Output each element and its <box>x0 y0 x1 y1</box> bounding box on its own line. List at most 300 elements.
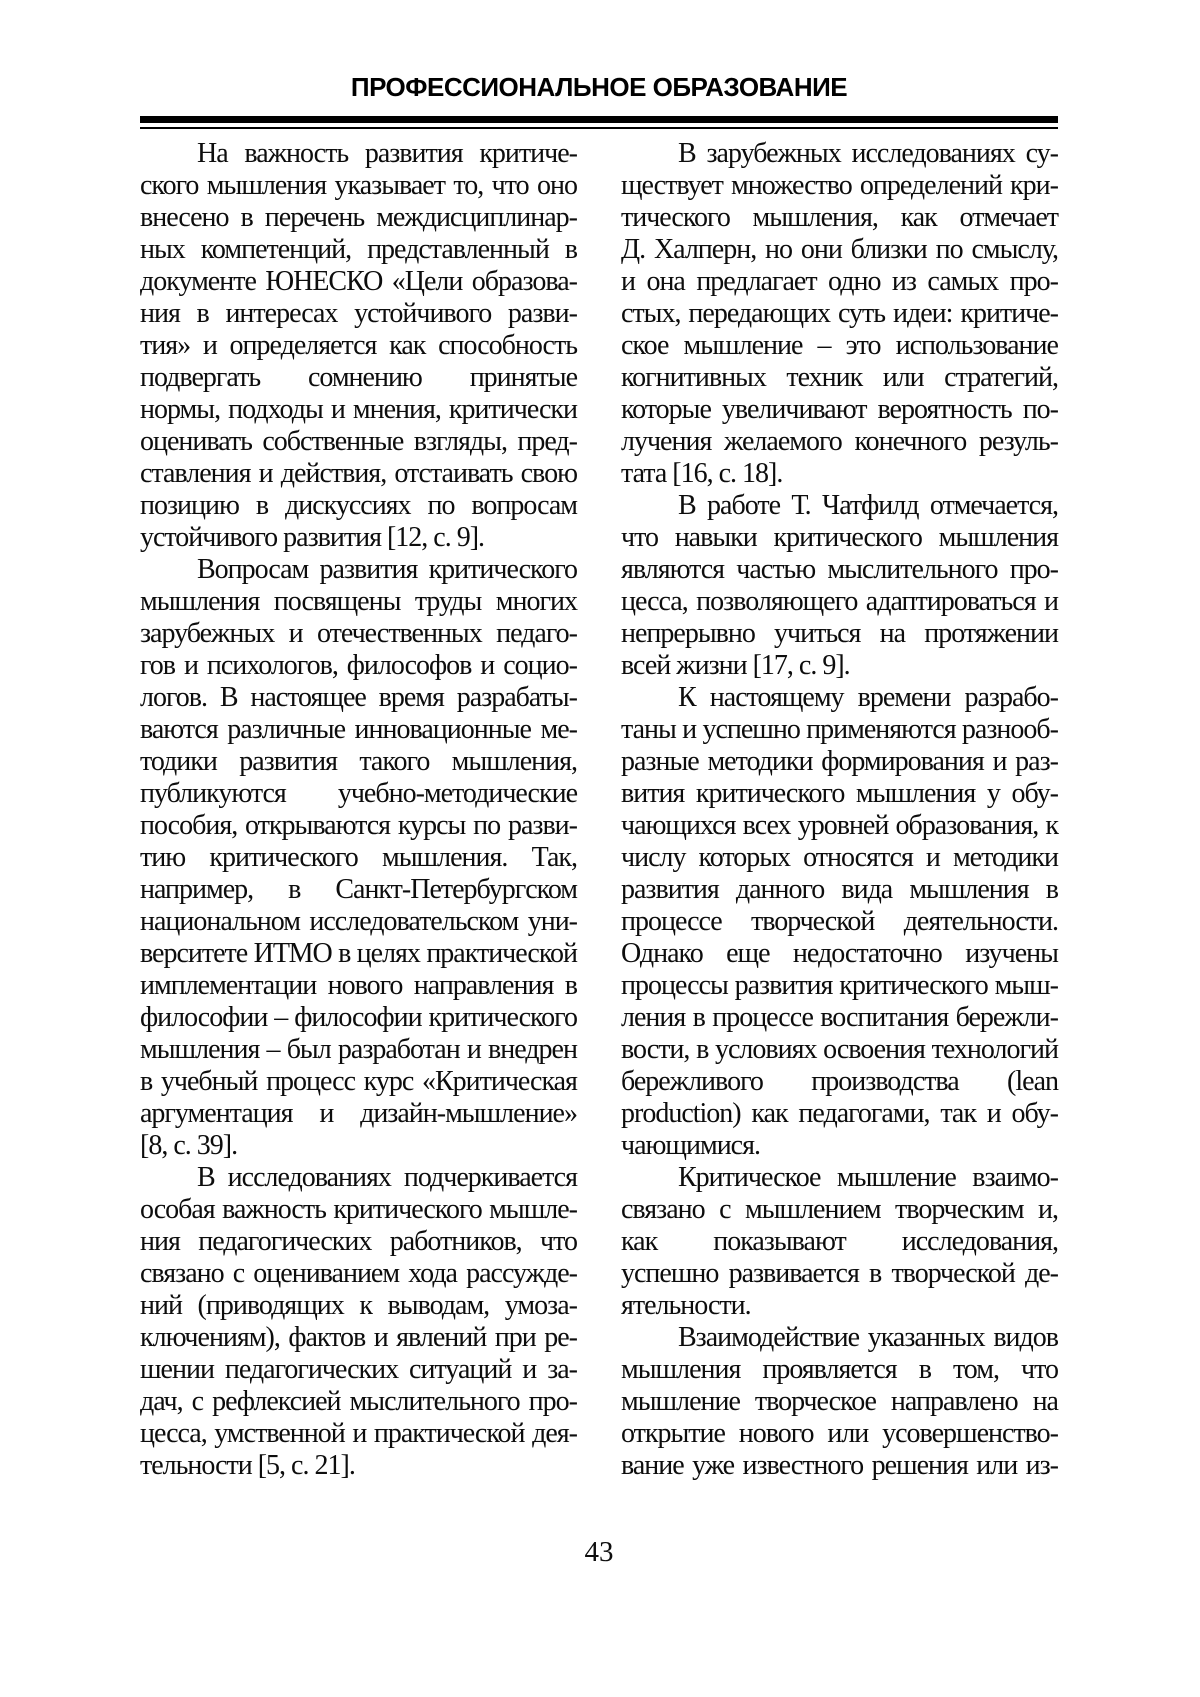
text-line <box>140 1162 577 1194</box>
paragraph <box>621 490 1058 682</box>
word: передающих <box>688 298 831 329</box>
text-line <box>140 970 577 1002</box>
word: про- <box>1009 266 1058 297</box>
word: технологий <box>931 1034 1058 1065</box>
word: курс <box>363 1066 414 1097</box>
word: изучены <box>965 938 1058 969</box>
text-line <box>621 842 1058 874</box>
word: Однако <box>621 938 703 969</box>
word: развития <box>734 970 833 1001</box>
left-column <box>140 138 577 1482</box>
word: Вопросам <box>197 554 309 585</box>
word: сомнению <box>307 362 422 393</box>
word: связано <box>140 1258 224 1289</box>
word: предлагает <box>696 266 817 297</box>
word: проявляется <box>762 1354 897 1385</box>
text-line <box>140 202 577 234</box>
word: развития <box>319 554 418 585</box>
word: ставления <box>140 458 251 489</box>
word: желаемого <box>724 426 842 457</box>
right-column <box>621 138 1058 1482</box>
word: в <box>692 1002 705 1033</box>
word: многих <box>495 586 577 617</box>
word: вида <box>841 874 893 905</box>
word: мышления <box>140 586 260 617</box>
word: зарубежных <box>140 618 275 649</box>
word: мышление <box>621 1386 740 1417</box>
word: стых, <box>621 298 681 329</box>
word: навыки <box>674 522 757 553</box>
word: недостаточно <box>792 938 942 969</box>
word: всех <box>742 810 791 841</box>
word: и <box>621 266 635 297</box>
text-line <box>140 426 577 458</box>
word: отстаивать <box>394 458 513 489</box>
word: решения <box>871 1450 968 1481</box>
word: критического <box>695 778 845 809</box>
word: На <box>197 138 228 169</box>
word: и <box>319 1098 334 1129</box>
word: в <box>255 490 269 521</box>
word: мышления <box>140 1034 260 1065</box>
word: устойчивого <box>354 298 492 329</box>
word: так <box>940 1098 976 1129</box>
word: мышление <box>683 330 803 361</box>
word: де- <box>1024 1258 1058 1289</box>
text-line <box>621 938 1058 970</box>
word: «Критическая <box>421 1066 577 1097</box>
text-line <box>140 1194 577 1226</box>
word: методики <box>707 746 813 777</box>
word: что <box>491 170 529 201</box>
text-line <box>621 682 1058 714</box>
text-line <box>140 1066 577 1098</box>
text-line <box>140 906 577 938</box>
text-line <box>621 330 1058 362</box>
word: критического <box>209 842 358 873</box>
word: и <box>258 458 273 489</box>
word: и <box>352 1418 367 1449</box>
text-line <box>140 266 577 298</box>
word: критического <box>333 1194 482 1225</box>
word: способность <box>438 330 577 361</box>
word: по <box>935 234 963 265</box>
paragraph <box>140 1162 577 1482</box>
word: мышления. <box>382 842 508 873</box>
word: ваются <box>140 714 218 745</box>
text-line <box>621 522 1058 554</box>
word: критиче- <box>479 138 577 169</box>
word: мышлением <box>744 1194 881 1225</box>
paragraph <box>140 138 577 554</box>
word: умственной <box>214 1418 345 1449</box>
word: мышления, <box>451 746 577 777</box>
word: и <box>480 650 495 681</box>
text-line <box>621 1226 1058 1258</box>
text-line: [8, с. 39]. <box>140 1130 238 1161</box>
word: взаимо- <box>972 1162 1058 1193</box>
word: критиче- <box>960 298 1058 329</box>
word: творческой <box>751 906 875 937</box>
word: учебный <box>160 1066 258 1097</box>
word: ния <box>140 298 180 329</box>
word: интересах <box>225 298 338 329</box>
word: в <box>240 202 253 233</box>
text-line <box>621 1450 1058 1482</box>
text-line <box>140 938 577 970</box>
word: числу <box>621 842 686 873</box>
word: данного <box>735 874 825 905</box>
word: непрерывно <box>621 618 755 649</box>
word: критически <box>448 394 577 425</box>
text-line: устойчивого развития [12, с. 9]. <box>140 522 485 553</box>
word: направления <box>413 970 554 1001</box>
text-line <box>140 618 577 650</box>
word: ре- <box>544 1322 577 1353</box>
word: развития <box>239 746 338 777</box>
word: такого <box>359 746 430 777</box>
word: мышления <box>938 522 1058 553</box>
word: дея- <box>532 1418 577 1449</box>
word: разви- <box>507 298 577 329</box>
word: инновационные <box>354 714 531 745</box>
word: настоящему <box>709 682 844 713</box>
word: нового <box>738 1418 814 1449</box>
paragraph <box>621 138 1058 490</box>
word: хода <box>408 1258 457 1289</box>
word: оно <box>536 170 577 201</box>
text-line: всей жизни [17, с. 9]. <box>621 650 850 681</box>
word: тического <box>621 202 730 233</box>
word: критического <box>428 554 577 585</box>
word: частью <box>736 554 816 585</box>
word: она <box>646 266 685 297</box>
word: что <box>621 522 658 553</box>
word: имплементации <box>140 970 317 1001</box>
text-line <box>140 586 577 618</box>
word: ского <box>140 170 199 201</box>
paragraph <box>621 1322 1058 1482</box>
word: конечного <box>854 426 967 457</box>
word: вание <box>621 1450 684 1481</box>
word: ЮНЕСКО <box>265 266 383 297</box>
text-line <box>621 1194 1058 1226</box>
word: представленный <box>367 234 549 265</box>
word: явлений <box>396 1322 487 1353</box>
word: применяются <box>806 714 956 745</box>
text-line <box>621 1002 1058 1034</box>
word: резуль- <box>978 426 1058 457</box>
word: (lean <box>1007 1066 1058 1097</box>
word: использование <box>895 330 1058 361</box>
word: и <box>925 842 940 873</box>
word: социо- <box>503 650 577 681</box>
word: том, <box>952 1354 999 1385</box>
word: пособия, <box>140 810 238 841</box>
word: мыслительного <box>349 1386 520 1417</box>
word: – <box>266 1034 280 1065</box>
word: учиться <box>774 618 861 649</box>
word: взгляды, <box>413 426 507 457</box>
word: В <box>678 490 696 521</box>
word: которых <box>698 842 791 873</box>
word: педаго- <box>496 618 577 649</box>
word: В <box>219 682 238 713</box>
word: к <box>359 1290 372 1321</box>
word: философии <box>140 1002 268 1033</box>
word: педагогами, <box>798 1098 930 1129</box>
word: известного <box>742 1450 864 1481</box>
paragraph <box>140 554 577 1162</box>
word: фактов <box>288 1322 366 1353</box>
word: мнения, <box>352 394 441 425</box>
word: свою <box>520 458 577 489</box>
word: мышления <box>909 874 1029 905</box>
word: процесс <box>266 1066 356 1097</box>
word: внесено <box>140 202 229 233</box>
text-line <box>140 1258 577 1290</box>
word: уровней <box>797 810 889 841</box>
word: дискуссиях <box>284 490 411 521</box>
word: в <box>338 938 351 969</box>
word: в <box>564 234 577 265</box>
word: и <box>1044 586 1058 617</box>
paragraph <box>621 682 1058 1162</box>
word: по- <box>1022 394 1058 425</box>
text-line <box>140 362 577 394</box>
word: открываются <box>245 810 391 841</box>
word: смыслу, <box>971 234 1058 265</box>
text-line <box>621 266 1058 298</box>
word: ления <box>621 1002 686 1033</box>
text-line <box>621 490 1058 522</box>
word: ключениям), <box>140 1322 280 1353</box>
word: выводам, <box>387 1290 490 1321</box>
word: Халперн, <box>653 234 757 265</box>
word: из <box>891 266 916 297</box>
word: и <box>330 394 345 425</box>
text-columns <box>140 138 1058 1482</box>
word: принятые <box>469 362 577 393</box>
text-line <box>621 298 1058 330</box>
word: «Цели <box>391 266 463 297</box>
text-line <box>140 234 577 266</box>
text-line <box>140 1226 577 1258</box>
word: и <box>986 1098 1001 1129</box>
word: рассужде- <box>466 1258 577 1289</box>
text-line <box>621 714 1058 746</box>
word: и <box>288 618 303 649</box>
word: разрабо- <box>964 682 1058 713</box>
text-line <box>140 490 577 522</box>
word: указанных <box>867 1322 985 1353</box>
word: про- <box>528 1386 577 1417</box>
word: мыш- <box>994 970 1058 1001</box>
word: как <box>389 330 426 361</box>
word: Т. <box>791 490 811 521</box>
word: как <box>751 1098 788 1129</box>
section-header-title: ПРОФЕССИОНАЛЬНОЕ ОБРАЗОВАНИЕ <box>350 72 848 102</box>
word: в <box>869 1258 882 1289</box>
text-line <box>621 554 1058 586</box>
word: творческой <box>891 1258 1015 1289</box>
word: педагогических <box>224 1354 399 1385</box>
word: действия, <box>280 458 387 489</box>
word: освоения <box>823 1034 925 1065</box>
word: мышления, <box>752 202 878 233</box>
word: позволяющего <box>696 586 858 617</box>
word: и <box>682 714 697 745</box>
word: они <box>800 234 842 265</box>
text-line <box>140 1002 577 1034</box>
word: тодики <box>140 746 217 777</box>
word: времени <box>857 682 951 713</box>
text-line <box>621 778 1058 810</box>
text-line: тата [16, с. 18]. <box>621 458 783 489</box>
text-line <box>140 810 577 842</box>
word: – <box>274 1002 288 1033</box>
word: философов <box>346 650 472 681</box>
word: развивается <box>728 1258 859 1289</box>
word: позицию <box>140 490 239 521</box>
word: и <box>992 746 1007 777</box>
word: Критическое <box>678 1162 821 1193</box>
word: связано <box>621 1194 705 1225</box>
word: оцениванием <box>253 1258 400 1289</box>
word: уже <box>692 1450 735 1481</box>
word: В <box>678 138 696 169</box>
word: аргументация <box>140 1098 293 1129</box>
text-line <box>140 138 577 170</box>
word: усовершенство- <box>882 1418 1058 1449</box>
word: логов. <box>140 682 207 713</box>
word: творческим <box>895 1194 1024 1225</box>
word: из- <box>1025 1450 1058 1481</box>
text-line <box>140 298 577 330</box>
word: время <box>378 682 444 713</box>
word: как <box>621 1226 658 1257</box>
header-rule-thin <box>140 127 1058 129</box>
word: междисциплинар- <box>376 202 577 233</box>
text-line <box>621 1066 1058 1098</box>
text-line <box>621 746 1058 778</box>
word: К <box>678 682 696 713</box>
word: дизайн-мышление» <box>360 1098 577 1129</box>
word: протяжении <box>924 618 1058 649</box>
word: суть <box>837 298 886 329</box>
word: ных <box>140 234 185 265</box>
word: подходы <box>228 394 323 425</box>
word: например, <box>140 874 254 905</box>
text-line <box>140 842 577 874</box>
text-line <box>140 714 577 746</box>
word: в <box>1045 874 1058 905</box>
word: ществует <box>621 170 723 201</box>
text-line <box>621 1418 1058 1450</box>
word: дач, <box>140 1386 183 1417</box>
word: кри- <box>1010 170 1058 201</box>
word: в <box>288 874 301 905</box>
word: учебно-методические <box>337 778 577 809</box>
word: документе <box>140 266 256 297</box>
word: целях <box>356 938 420 969</box>
word: разнооб- <box>961 714 1058 745</box>
word: внедрен <box>488 1034 577 1065</box>
word: с <box>232 1258 245 1289</box>
word: и <box>183 650 198 681</box>
word: тию <box>140 842 186 873</box>
word: отмечается, <box>929 490 1058 521</box>
word: развития <box>621 874 719 905</box>
word: национальном <box>140 906 300 937</box>
word: по <box>473 810 501 841</box>
word: на <box>1032 1386 1058 1417</box>
word: воспитания <box>820 1002 949 1033</box>
text-line <box>621 1034 1058 1066</box>
word: разработан <box>337 1034 460 1065</box>
text-line <box>140 1098 577 1130</box>
word: исследования, <box>901 1226 1058 1257</box>
word: указывает <box>334 170 445 201</box>
text-line <box>621 810 1058 842</box>
word: важность <box>222 1194 326 1225</box>
word: был <box>286 1034 331 1065</box>
word: разные <box>621 746 699 777</box>
word: таны <box>621 714 676 745</box>
word: исследованиях <box>227 1162 391 1193</box>
word: – <box>817 330 831 361</box>
word: и <box>522 1354 537 1385</box>
word: подвергать <box>140 362 261 393</box>
word: творческое <box>754 1386 876 1417</box>
word: Санкт-Петербургском <box>335 874 577 905</box>
word: зарубежных <box>706 138 841 169</box>
word: успешно <box>621 1258 719 1289</box>
word: Так, <box>531 842 577 873</box>
word: процессы <box>621 970 728 1001</box>
text-line <box>621 1098 1058 1130</box>
word: близки <box>850 234 927 265</box>
word: видов <box>993 1322 1058 1353</box>
word: перечень <box>264 202 365 233</box>
word: самых <box>927 266 999 297</box>
word: ИТМО <box>253 938 332 969</box>
word: увеличивают <box>721 394 867 425</box>
word: работников, <box>389 1226 522 1257</box>
text-line <box>140 1322 577 1354</box>
text-line <box>140 170 577 202</box>
word: но <box>765 234 793 265</box>
word: вопросам <box>471 490 577 521</box>
word: чающихся <box>621 810 736 841</box>
word: в <box>918 1354 931 1385</box>
word: верситете <box>140 938 248 969</box>
word: работе <box>707 490 780 521</box>
word: идеи: <box>892 298 953 329</box>
word: и <box>373 1322 388 1353</box>
text-line <box>140 1418 577 1450</box>
word: нормы, <box>140 394 221 425</box>
word: курсы <box>397 810 466 841</box>
word: практической <box>373 1418 525 1449</box>
word: показывают <box>713 1226 846 1257</box>
word: процессе <box>621 906 722 937</box>
word: образования, <box>895 810 1039 841</box>
word: мышления <box>855 778 976 809</box>
word: вости, <box>621 1034 690 1065</box>
text-line <box>140 458 577 490</box>
word: цесса, <box>621 586 688 617</box>
